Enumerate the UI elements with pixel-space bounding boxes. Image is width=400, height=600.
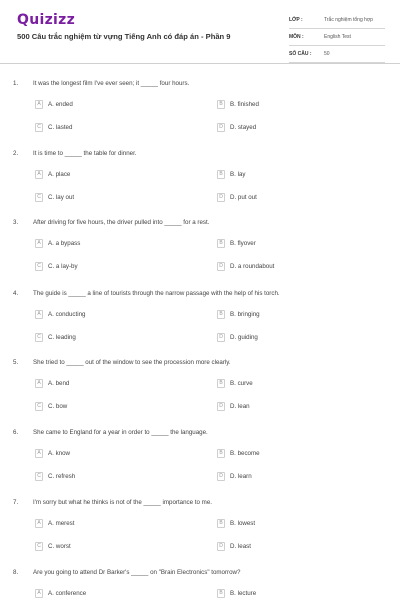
option-text: A. conducting (48, 311, 86, 318)
meta-row-count (289, 46, 385, 63)
option-letter-box: A (35, 310, 43, 319)
option-text: C. worst (48, 543, 71, 550)
option-text: B. lowest (230, 520, 256, 527)
option-text: D. lean (230, 403, 250, 410)
option-letter-box: A (35, 589, 43, 598)
option-letter-box: C (35, 193, 43, 202)
option-text: D. least (230, 543, 251, 550)
option-letter-box: D (217, 472, 225, 481)
quizizz-logo: Quizizz (17, 12, 76, 28)
option-letter-box: A (35, 449, 43, 458)
option-letter-box: B (217, 239, 225, 248)
option-letter-box: B (217, 170, 225, 179)
meta-row-class (289, 12, 385, 29)
option-letter-box: D (217, 123, 225, 132)
question-text: I'm sorry but what he thinks is not of the _____ importance to me. (33, 499, 212, 506)
option-text: C. lay out (48, 194, 75, 201)
option-text: B. flyover (230, 240, 256, 247)
question-text: It is time to _____ the table for dinner. (33, 150, 137, 157)
option-text: A. bend (48, 380, 70, 387)
option-letter-box: B (217, 100, 225, 109)
option-text: C. lasted (48, 124, 73, 131)
question-number: 1. (13, 80, 19, 87)
option-letter-box: B (217, 379, 225, 388)
meta-value: 50 (324, 51, 330, 57)
option-text: A. conference (48, 590, 87, 597)
option-letter-box: C (35, 472, 43, 481)
option-letter-box: B (217, 589, 225, 598)
option-letter-box: B (217, 449, 225, 458)
question-number: 4. (13, 290, 19, 297)
meta-value: Trắc nghiệm tổng hợp (324, 17, 373, 23)
option-letter-box: D (217, 333, 225, 342)
meta-value: English Test (324, 34, 351, 40)
option-letter-box: D (217, 193, 225, 202)
option-text: D. stayed (230, 124, 257, 131)
option-text: D. put out (230, 194, 257, 201)
option-text: B. curve (230, 380, 253, 387)
question-number: 8. (13, 569, 19, 576)
option-text: C. a lay-by (48, 263, 78, 270)
question-text: Are you going to attend Dr Barker's _____ on "Brain Electronics" tomorrow? (33, 569, 241, 576)
question-number: 3. (13, 219, 19, 226)
option-letter-box: C (35, 262, 43, 271)
option-letter-box: C (35, 542, 43, 551)
worksheet-meta (289, 12, 385, 63)
option-text: D. a roundabout (230, 263, 275, 270)
option-letter-box: C (35, 333, 43, 342)
option-text: B. finished (230, 101, 259, 108)
question-text: The guide is _____ a line of tourists through the narrow passage with the help of his torch. (33, 290, 280, 297)
option-letter-box: B (217, 310, 225, 319)
option-text: D. learn (230, 473, 252, 480)
header-divider (0, 63, 400, 64)
option-letter-box: C (35, 123, 43, 132)
option-letter-box: A (35, 239, 43, 248)
meta-label: MÔN : (289, 34, 304, 40)
option-letter-box: D (217, 402, 225, 411)
option-letter-box: A (35, 170, 43, 179)
option-text: C. refresh (48, 473, 76, 480)
question-number: 5. (13, 359, 19, 366)
option-text: C. bow (48, 403, 68, 410)
meta-label: LỚP : (289, 17, 303, 23)
option-text: B. become (230, 450, 260, 457)
meta-row-subject (289, 29, 385, 46)
question-number: 6. (13, 429, 19, 436)
option-text: A. know (48, 450, 71, 457)
option-letter-box: A (35, 519, 43, 528)
option-letter-box: A (35, 100, 43, 109)
document-title: 500 Câu trắc nghiệm từ vựng Tiếng Anh có đáp án - Phần 9 (17, 32, 231, 41)
option-text: B. bringing (230, 311, 260, 318)
meta-label: SỐ CÂU : (289, 51, 312, 57)
question-text: She came to England for a year in order to _____ the language. (33, 429, 208, 436)
option-text: A. a bypass (48, 240, 81, 247)
option-text: A. merest (48, 520, 75, 527)
option-text: B. lay (230, 171, 246, 178)
question-text: She tried to _____ out of the window to see the procession more clearly. (33, 359, 231, 366)
question-number: 7. (13, 499, 19, 506)
question-text: It was the longest film I've ever seen; it _____ four hours. (33, 80, 190, 87)
option-letter-box: D (217, 262, 225, 271)
option-letter-box: D (217, 542, 225, 551)
option-text: B. lecture (230, 590, 257, 597)
option-letter-box: B (217, 519, 225, 528)
option-text: C. leading (48, 334, 76, 341)
option-letter-box: C (35, 402, 43, 411)
option-text: D. guiding (230, 334, 258, 341)
option-text: A. ended (48, 101, 73, 108)
option-letter-box: A (35, 379, 43, 388)
question-number: 2. (13, 150, 19, 157)
option-text: A. place (48, 171, 71, 178)
question-text: After driving for five hours, the driver pulled into _____ for a rest. (33, 219, 210, 226)
